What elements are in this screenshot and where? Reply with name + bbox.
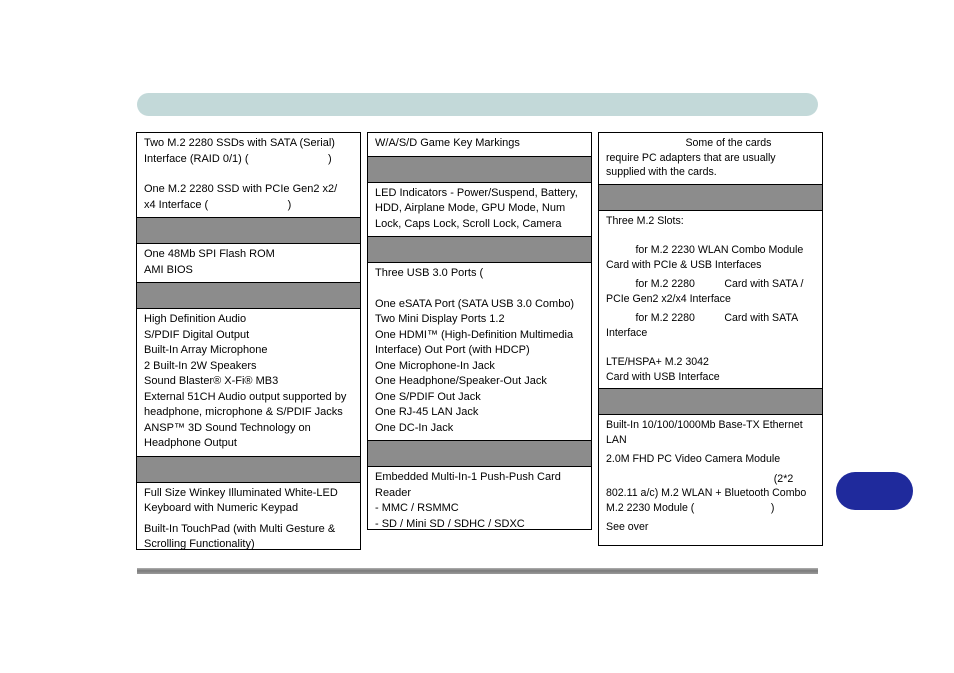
spec-line: (2*2 [606, 472, 794, 485]
spec-line: Two Mini Display Ports 1.2 [375, 313, 505, 325]
audio-section [137, 309, 360, 456]
spec-line: HDD, Airplane Mode, GPU Mode, Num [375, 202, 566, 214]
spec-line: Headphone Output [144, 437, 237, 449]
storage-section [137, 133, 360, 217]
spec-line: LTE/HSPA+ M.2 3042 [606, 356, 709, 368]
spec-line: for M.2 2280 Card with SATA [606, 312, 799, 324]
spec-line: headphone, microphone & S/PDIF Jacks [144, 406, 343, 418]
section-header [599, 388, 822, 415]
spec-line: Three USB 3.0 Ports ( [375, 267, 484, 279]
spec-line: External 51CH Audio output supported by [144, 390, 347, 403]
spec-line: Card with USB Interface [606, 370, 720, 383]
spec-column-2 [367, 132, 592, 530]
bios-section [137, 244, 360, 282]
spec-line: High Definition Audio [144, 313, 247, 325]
spec-line: Interface [606, 326, 648, 339]
m2-slots-section [599, 211, 822, 389]
header-bar [137, 93, 818, 116]
spec-line: Built-In TouchPad (with Multi Gesture & [144, 522, 336, 535]
card-reader-section [368, 467, 591, 536]
indicators-section [368, 183, 591, 237]
spec-line: require PC adapters that are usually [606, 151, 776, 164]
spec-line: PCIe Gen2 x2/x4 Interface [606, 292, 731, 305]
spec-line: Card with PCIe & USB Interfaces [606, 258, 762, 271]
spec-line: - MMC / RSMMC [375, 502, 459, 514]
spec-column-3 [598, 132, 823, 546]
section-header [137, 456, 360, 483]
spec-line: Keyboard with Numeric Keypad [144, 502, 299, 514]
spec-line: One Microphone-In Jack [375, 359, 495, 372]
ports-section [368, 263, 591, 440]
section-header [137, 282, 360, 309]
spec-line: Some of the cards [606, 137, 772, 149]
spec-line: LAN [606, 433, 627, 446]
spec-line: Interface (RAID 0/1) ( ) [144, 152, 332, 165]
spec-line: 2.0M FHD PC Video Camera Module [606, 453, 781, 465]
section-header [137, 217, 360, 244]
spec-line: Built-In 10/100/1000Mb Base-TX Ethernet [606, 419, 803, 431]
spec-line: Scrolling Functionality) [144, 538, 255, 550]
spec-line: One S/PDIF Out Jack [375, 390, 481, 403]
spec-line: One 48Mb SPI Flash ROM [144, 248, 275, 260]
page-tab-marker [836, 472, 913, 510]
spec-line: S/PDIF Digital Output [144, 328, 250, 341]
spec-line: for M.2 2280 Card with SATA / [606, 278, 804, 290]
spec-line: Built-In Array Microphone [144, 344, 268, 356]
spec-line: M.2 2230 Module ( ) [606, 501, 775, 514]
section-header [368, 236, 591, 263]
spec-line: One Headphone/Speaker-Out Jack [375, 375, 547, 387]
spec-line: - SD / Mini SD / SDHC / SDXC [375, 517, 525, 530]
spec-line: One RJ-45 LAN Jack [375, 406, 479, 418]
card-note-section [599, 133, 822, 184]
spec-line: 2 Built-In 2W Speakers [144, 359, 257, 372]
spec-line: Interface) Out Port (with HDCP) [375, 344, 530, 356]
spec-line: W/A/S/D Game Key Markings [375, 137, 520, 149]
spec-line: AMI BIOS [144, 263, 193, 276]
spec-line: One HDMI™ (High-Definition Multimedia [375, 328, 574, 341]
spec-line: supplied with the cards. [606, 166, 717, 178]
section-header [599, 184, 822, 211]
spec-line: Reader [375, 486, 412, 499]
spec-line: Sound Blaster® X-Fi® MB3 [144, 375, 279, 387]
spec-line: x4 Interface ( ) [144, 198, 292, 211]
footer-rule [137, 568, 818, 574]
spec-line: LED Indicators - Power/Suspend, Battery, [375, 186, 578, 199]
keyboard-section [137, 483, 360, 557]
section-header [368, 440, 591, 467]
spec-line: for M.2 2230 WLAN Combo Module [606, 244, 804, 256]
spec-line: One M.2 2280 SSD with PCIe Gen2 x2/ [144, 183, 338, 195]
communication-section [599, 415, 822, 539]
spec-line: Lock, Caps Lock, Scroll Lock, Camera [375, 217, 562, 230]
spec-line: Embedded Multi-In-1 Push-Push Card [375, 471, 561, 483]
spec-line: See over [606, 521, 649, 533]
spec-line: 802.11 a/c) M.2 WLAN + Bluetooth Combo [606, 487, 807, 499]
spec-line: Two M.2 2280 SSDs with SATA (Serial) [144, 137, 335, 149]
spec-line: Full Size Winkey Illuminated White-LED [144, 486, 338, 499]
spec-line: Three M.2 Slots: [606, 214, 684, 227]
game-keys-section [368, 133, 591, 156]
spec-line: One eSATA Port (SATA USB 3.0 Combo) [375, 297, 575, 310]
section-header [368, 156, 591, 183]
spec-column-1 [136, 132, 361, 550]
spec-line: ANSP™ 3D Sound Technology on [144, 421, 311, 434]
spec-line: One DC-In Jack [375, 421, 454, 434]
